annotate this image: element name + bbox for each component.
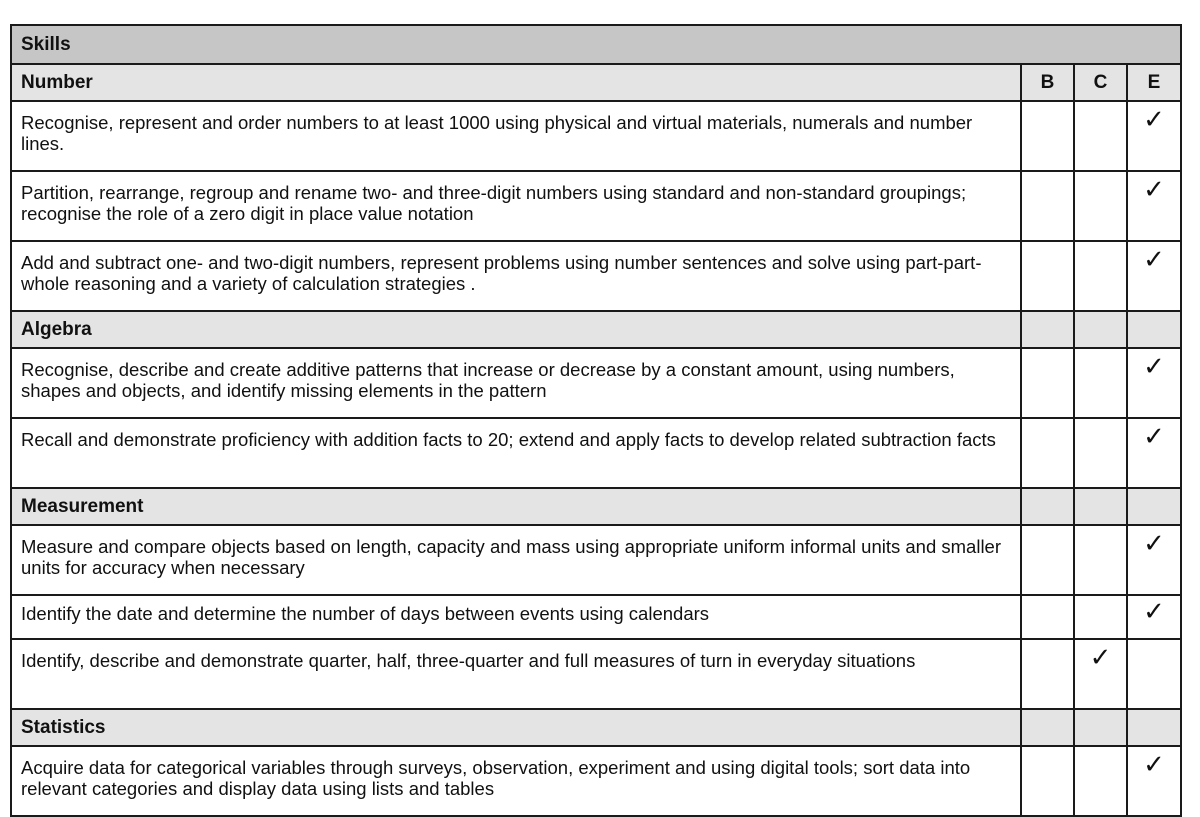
grade-cell-e: ✓ bbox=[1127, 171, 1181, 241]
grade-cell-c bbox=[1074, 525, 1127, 595]
column-header-b bbox=[1021, 311, 1074, 348]
grade-cell-c bbox=[1074, 595, 1127, 639]
column-header-b bbox=[1021, 709, 1074, 746]
grade-cell-e: ✓ bbox=[1127, 746, 1181, 816]
section-name: Measurement bbox=[11, 488, 1021, 525]
skills-table bbox=[10, 24, 1182, 817]
skill-description: Acquire data for categorical variables through surveys, observation, experiment and using digital tools; sort data into relevant categories and display data using lists and tables bbox=[11, 746, 1021, 816]
table-row bbox=[11, 525, 1181, 595]
grade-cell-b bbox=[1021, 418, 1074, 488]
table-title: Skills bbox=[11, 25, 1181, 64]
grade-cell-c bbox=[1074, 348, 1127, 418]
table-row bbox=[11, 348, 1181, 418]
skill-description: Identify, describe and demonstrate quarter, half, three-quarter and full measures of turn in everyday situations bbox=[11, 639, 1021, 709]
section-header-row bbox=[11, 311, 1181, 348]
section-header-row bbox=[11, 488, 1181, 525]
table-row bbox=[11, 746, 1181, 816]
table-title-row bbox=[11, 25, 1181, 64]
table-row bbox=[11, 171, 1181, 241]
grade-cell-c bbox=[1074, 241, 1127, 311]
grade-cell-e: ✓ bbox=[1127, 525, 1181, 595]
section-header-row bbox=[11, 709, 1181, 746]
skill-description: Identify the date and determine the number of days between events using calendars bbox=[11, 595, 1021, 639]
column-header-e bbox=[1127, 311, 1181, 348]
grade-cell-e: ✓ bbox=[1127, 348, 1181, 418]
section-header-row bbox=[11, 64, 1181, 101]
grade-cell-b bbox=[1021, 595, 1074, 639]
column-header-c bbox=[1074, 488, 1127, 525]
skill-description: Recognise, describe and create additive patterns that increase or decrease by a constant amount, using numbers, shapes and objects, and identify missing elements in the pattern bbox=[11, 348, 1021, 418]
table-row bbox=[11, 101, 1181, 171]
grade-cell-b bbox=[1021, 746, 1074, 816]
grade-cell-c bbox=[1074, 746, 1127, 816]
grade-cell-e: ✓ bbox=[1127, 101, 1181, 171]
column-header-c bbox=[1074, 311, 1127, 348]
grade-cell-b bbox=[1021, 101, 1074, 171]
grade-cell-e: ✓ bbox=[1127, 241, 1181, 311]
column-header-e bbox=[1127, 709, 1181, 746]
column-header-c: C bbox=[1074, 64, 1127, 101]
grade-cell-c bbox=[1074, 418, 1127, 488]
grade-cell-b bbox=[1021, 525, 1074, 595]
grade-cell-e: ✓ bbox=[1127, 595, 1181, 639]
skill-description: Add and subtract one- and two-digit numbers, represent problems using number sentences and solve using part-part-whole reasoning and a variety of calculation strategies . bbox=[11, 241, 1021, 311]
table-row bbox=[11, 418, 1181, 488]
grade-cell-b bbox=[1021, 171, 1074, 241]
grade-cell-b bbox=[1021, 639, 1074, 709]
grade-cell-c bbox=[1074, 171, 1127, 241]
column-header-b: B bbox=[1021, 64, 1074, 101]
column-header-b bbox=[1021, 488, 1074, 525]
column-header-e: E bbox=[1127, 64, 1181, 101]
grade-cell-c bbox=[1074, 101, 1127, 171]
grade-cell-e bbox=[1127, 639, 1181, 709]
table-row bbox=[11, 639, 1181, 709]
section-name: Algebra bbox=[11, 311, 1021, 348]
column-header-c bbox=[1074, 709, 1127, 746]
skill-description: Recognise, represent and order numbers to at least 1000 using physical and virtual materials, numerals and number lines. bbox=[11, 101, 1021, 171]
section-name: Number bbox=[11, 64, 1021, 101]
grade-cell-b bbox=[1021, 241, 1074, 311]
grade-cell-e: ✓ bbox=[1127, 418, 1181, 488]
skill-description: Partition, rearrange, regroup and rename two- and three-digit numbers using standard and non-standard groupings; recognise the role of a zero digit in place value notation bbox=[11, 171, 1021, 241]
table-row bbox=[11, 241, 1181, 311]
column-header-e bbox=[1127, 488, 1181, 525]
skill-description: Recall and demonstrate proficiency with addition facts to 20; extend and apply facts to develop related subtraction facts bbox=[11, 418, 1021, 488]
skill-description: Measure and compare objects based on length, capacity and mass using appropriate uniform informal units and smaller units for accuracy when necessary bbox=[11, 525, 1021, 595]
section-name: Statistics bbox=[11, 709, 1021, 746]
skills-report-sheet bbox=[10, 24, 1180, 817]
table-row bbox=[11, 595, 1181, 639]
grade-cell-c: ✓ bbox=[1074, 639, 1127, 709]
grade-cell-b bbox=[1021, 348, 1074, 418]
